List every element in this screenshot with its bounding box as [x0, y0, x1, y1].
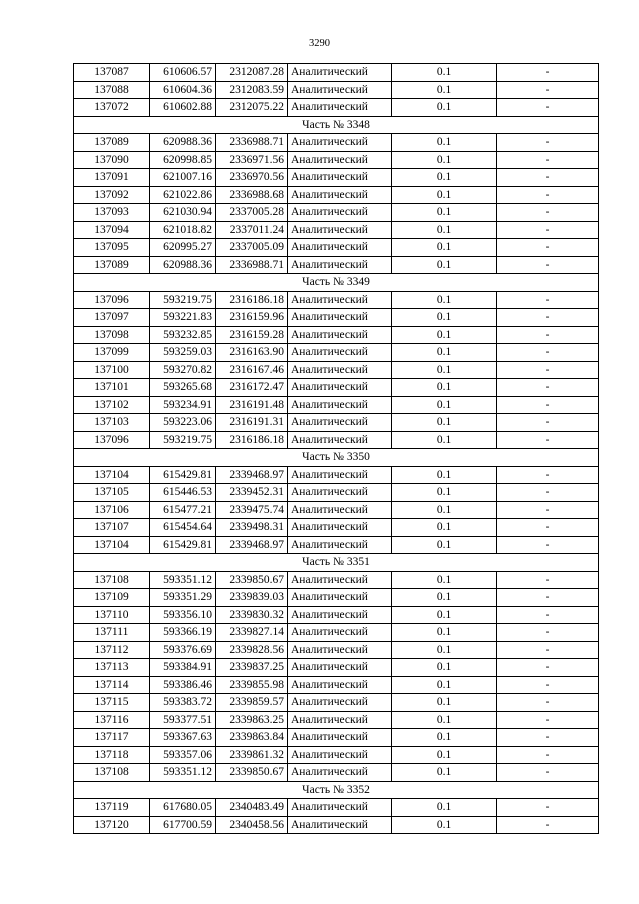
- method-cell: Аналитический: [288, 309, 392, 327]
- method-cell: Аналитический: [288, 239, 392, 257]
- x-coordinate-cell: 621022.86: [150, 186, 216, 204]
- y-coordinate-cell: 2316167.46: [216, 361, 288, 379]
- y-coordinate-cell: 2336988.71: [216, 256, 288, 274]
- x-coordinate-cell: 593259.03: [150, 344, 216, 362]
- point-id-cell: 137114: [74, 676, 150, 694]
- point-id-cell: 137105: [74, 484, 150, 502]
- point-id-cell: 137092: [74, 186, 150, 204]
- method-cell: Аналитический: [288, 379, 392, 397]
- y-coordinate-cell: 2336988.71: [216, 134, 288, 152]
- point-id-cell: 137097: [74, 309, 150, 327]
- section-title: Часть № 3348: [74, 116, 599, 134]
- note-cell: -: [497, 309, 599, 327]
- section-title: Часть № 3352: [74, 781, 599, 799]
- point-id-cell: 137093: [74, 204, 150, 222]
- point-id-cell: 137104: [74, 466, 150, 484]
- error-cell: 0.1: [392, 151, 497, 169]
- method-cell: Аналитический: [288, 256, 392, 274]
- y-coordinate-cell: 2312087.28: [216, 64, 288, 82]
- page-number: 3290: [309, 38, 330, 49]
- table-row: [74, 799, 599, 817]
- method-cell: Аналитический: [288, 711, 392, 729]
- table-row: [74, 99, 599, 117]
- table-row: [74, 326, 599, 344]
- method-cell: Аналитический: [288, 536, 392, 554]
- error-cell: 0.1: [392, 99, 497, 117]
- x-coordinate-cell: 615429.81: [150, 536, 216, 554]
- method-cell: Аналитический: [288, 291, 392, 309]
- section-header-row: [74, 274, 599, 292]
- x-coordinate-cell: 615454.64: [150, 519, 216, 537]
- table-row: [74, 396, 599, 414]
- y-coordinate-cell: 2339827.14: [216, 624, 288, 642]
- x-coordinate-cell: 621007.16: [150, 169, 216, 187]
- error-cell: 0.1: [392, 431, 497, 449]
- x-coordinate-cell: 593376.69: [150, 641, 216, 659]
- y-coordinate-cell: 2316191.48: [216, 396, 288, 414]
- error-cell: 0.1: [392, 204, 497, 222]
- table-row: [74, 589, 599, 607]
- note-cell: -: [497, 624, 599, 642]
- point-id-cell: 137094: [74, 221, 150, 239]
- section-title: Часть № 3349: [74, 274, 599, 292]
- x-coordinate-cell: 593356.10: [150, 606, 216, 624]
- error-cell: 0.1: [392, 309, 497, 327]
- note-cell: -: [497, 396, 599, 414]
- note-cell: -: [497, 151, 599, 169]
- method-cell: Аналитический: [288, 641, 392, 659]
- point-id-cell: 137108: [74, 764, 150, 782]
- point-id-cell: 137099: [74, 344, 150, 362]
- note-cell: -: [497, 676, 599, 694]
- point-id-cell: 137109: [74, 589, 150, 607]
- x-coordinate-cell: 593351.12: [150, 571, 216, 589]
- table-row: [74, 239, 599, 257]
- note-cell: -: [497, 729, 599, 747]
- table-row: [74, 134, 599, 152]
- y-coordinate-cell: 2316163.90: [216, 344, 288, 362]
- y-coordinate-cell: 2339863.25: [216, 711, 288, 729]
- note-cell: -: [497, 326, 599, 344]
- y-coordinate-cell: 2337005.28: [216, 204, 288, 222]
- note-cell: -: [497, 256, 599, 274]
- x-coordinate-cell: 593366.19: [150, 624, 216, 642]
- table-row: [74, 606, 599, 624]
- y-coordinate-cell: 2340458.56: [216, 816, 288, 834]
- point-id-cell: 137118: [74, 746, 150, 764]
- section-header-row: [74, 554, 599, 572]
- method-cell: Аналитический: [288, 344, 392, 362]
- table-row: [74, 414, 599, 432]
- table-row: [74, 659, 599, 677]
- table-row: [74, 484, 599, 502]
- table-row: [74, 256, 599, 274]
- x-coordinate-cell: 615477.21: [150, 501, 216, 519]
- x-coordinate-cell: 610604.36: [150, 81, 216, 99]
- table-row: [74, 64, 599, 82]
- table-row: [74, 291, 599, 309]
- method-cell: Аналитический: [288, 606, 392, 624]
- x-coordinate-cell: 610602.88: [150, 99, 216, 117]
- error-cell: 0.1: [392, 571, 497, 589]
- error-cell: 0.1: [392, 81, 497, 99]
- y-coordinate-cell: 2339468.97: [216, 466, 288, 484]
- error-cell: 0.1: [392, 134, 497, 152]
- error-cell: 0.1: [392, 326, 497, 344]
- point-id-cell: 137110: [74, 606, 150, 624]
- note-cell: -: [497, 81, 599, 99]
- table-row: [74, 309, 599, 327]
- x-coordinate-cell: 593383.72: [150, 694, 216, 712]
- table-row: [74, 571, 599, 589]
- note-cell: -: [497, 204, 599, 222]
- error-cell: 0.1: [392, 186, 497, 204]
- point-id-cell: 137087: [74, 64, 150, 82]
- method-cell: Аналитический: [288, 134, 392, 152]
- point-id-cell: 137115: [74, 694, 150, 712]
- point-id-cell: 137096: [74, 291, 150, 309]
- method-cell: Аналитический: [288, 501, 392, 519]
- x-coordinate-cell: 617700.59: [150, 816, 216, 834]
- note-cell: -: [497, 344, 599, 362]
- method-cell: Аналитический: [288, 484, 392, 502]
- note-cell: -: [497, 519, 599, 537]
- x-coordinate-cell: 593265.68: [150, 379, 216, 397]
- table-row: [74, 501, 599, 519]
- y-coordinate-cell: 2339855.98: [216, 676, 288, 694]
- error-cell: 0.1: [392, 64, 497, 82]
- method-cell: Аналитический: [288, 694, 392, 712]
- table-row: [74, 711, 599, 729]
- coordinates-table-body: [74, 64, 599, 834]
- note-cell: -: [497, 466, 599, 484]
- method-cell: Аналитический: [288, 764, 392, 782]
- table-row: [74, 186, 599, 204]
- note-cell: -: [497, 64, 599, 82]
- error-cell: 0.1: [392, 501, 497, 519]
- table-row: [74, 536, 599, 554]
- y-coordinate-cell: 2336970.56: [216, 169, 288, 187]
- y-coordinate-cell: 2337005.09: [216, 239, 288, 257]
- x-coordinate-cell: 593377.51: [150, 711, 216, 729]
- error-cell: 0.1: [392, 466, 497, 484]
- error-cell: 0.1: [392, 379, 497, 397]
- error-cell: 0.1: [392, 221, 497, 239]
- method-cell: Аналитический: [288, 519, 392, 537]
- error-cell: 0.1: [392, 676, 497, 694]
- note-cell: -: [497, 536, 599, 554]
- section-header-row: [74, 116, 599, 134]
- point-id-cell: 137090: [74, 151, 150, 169]
- note-cell: -: [497, 379, 599, 397]
- point-id-cell: 137119: [74, 799, 150, 817]
- method-cell: Аналитический: [288, 624, 392, 642]
- table-row: [74, 816, 599, 834]
- y-coordinate-cell: 2339452.31: [216, 484, 288, 502]
- y-coordinate-cell: 2339828.56: [216, 641, 288, 659]
- error-cell: 0.1: [392, 344, 497, 362]
- error-cell: 0.1: [392, 239, 497, 257]
- method-cell: Аналитический: [288, 571, 392, 589]
- error-cell: 0.1: [392, 641, 497, 659]
- y-coordinate-cell: 2316186.18: [216, 431, 288, 449]
- note-cell: -: [497, 431, 599, 449]
- section-header-row: [74, 781, 599, 799]
- y-coordinate-cell: 2339498.31: [216, 519, 288, 537]
- y-coordinate-cell: 2312075.22: [216, 99, 288, 117]
- method-cell: Аналитический: [288, 729, 392, 747]
- note-cell: -: [497, 711, 599, 729]
- y-coordinate-cell: 2316186.18: [216, 291, 288, 309]
- y-coordinate-cell: 2339850.67: [216, 764, 288, 782]
- y-coordinate-cell: 2312083.59: [216, 81, 288, 99]
- error-cell: 0.1: [392, 816, 497, 834]
- error-cell: 0.1: [392, 694, 497, 712]
- y-coordinate-cell: 2336971.56: [216, 151, 288, 169]
- note-cell: -: [497, 764, 599, 782]
- x-coordinate-cell: 593270.82: [150, 361, 216, 379]
- coordinates-table: [73, 63, 599, 834]
- method-cell: Аналитический: [288, 414, 392, 432]
- point-id-cell: 137072: [74, 99, 150, 117]
- point-id-cell: 137103: [74, 414, 150, 432]
- error-cell: 0.1: [392, 711, 497, 729]
- error-cell: 0.1: [392, 729, 497, 747]
- x-coordinate-cell: 620998.85: [150, 151, 216, 169]
- y-coordinate-cell: 2339839.03: [216, 589, 288, 607]
- method-cell: Аналитический: [288, 81, 392, 99]
- note-cell: -: [497, 134, 599, 152]
- point-id-cell: 137120: [74, 816, 150, 834]
- note-cell: -: [497, 414, 599, 432]
- x-coordinate-cell: 593234.91: [150, 396, 216, 414]
- note-cell: -: [497, 99, 599, 117]
- table-row: [74, 641, 599, 659]
- note-cell: -: [497, 589, 599, 607]
- note-cell: -: [497, 641, 599, 659]
- point-id-cell: 137106: [74, 501, 150, 519]
- method-cell: Аналитический: [288, 676, 392, 694]
- point-id-cell: 137101: [74, 379, 150, 397]
- method-cell: Аналитический: [288, 746, 392, 764]
- method-cell: Аналитический: [288, 589, 392, 607]
- note-cell: -: [497, 659, 599, 677]
- x-coordinate-cell: 593232.85: [150, 326, 216, 344]
- x-coordinate-cell: 620988.36: [150, 134, 216, 152]
- y-coordinate-cell: 2316172.47: [216, 379, 288, 397]
- error-cell: 0.1: [392, 396, 497, 414]
- point-id-cell: 137107: [74, 519, 150, 537]
- x-coordinate-cell: 593219.75: [150, 431, 216, 449]
- note-cell: -: [497, 239, 599, 257]
- x-coordinate-cell: 621030.94: [150, 204, 216, 222]
- x-coordinate-cell: 593384.91: [150, 659, 216, 677]
- note-cell: -: [497, 606, 599, 624]
- error-cell: 0.1: [392, 484, 497, 502]
- error-cell: 0.1: [392, 519, 497, 537]
- point-id-cell: 137111: [74, 624, 150, 642]
- y-coordinate-cell: 2316191.31: [216, 414, 288, 432]
- x-coordinate-cell: 617680.05: [150, 799, 216, 817]
- note-cell: -: [497, 746, 599, 764]
- x-coordinate-cell: 593351.12: [150, 764, 216, 782]
- method-cell: Аналитический: [288, 169, 392, 187]
- table-row: [74, 519, 599, 537]
- point-id-cell: 137104: [74, 536, 150, 554]
- method-cell: Аналитический: [288, 99, 392, 117]
- x-coordinate-cell: 593221.83: [150, 309, 216, 327]
- point-id-cell: 137102: [74, 396, 150, 414]
- error-cell: 0.1: [392, 256, 497, 274]
- point-id-cell: 137095: [74, 239, 150, 257]
- x-coordinate-cell: 615446.53: [150, 484, 216, 502]
- method-cell: Аналитический: [288, 221, 392, 239]
- table-row: [74, 624, 599, 642]
- point-id-cell: 137112: [74, 641, 150, 659]
- point-id-cell: 137117: [74, 729, 150, 747]
- y-coordinate-cell: 2316159.96: [216, 309, 288, 327]
- y-coordinate-cell: 2340483.49: [216, 799, 288, 817]
- section-title: Часть № 3350: [74, 449, 599, 467]
- x-coordinate-cell: 620988.36: [150, 256, 216, 274]
- y-coordinate-cell: 2339850.67: [216, 571, 288, 589]
- error-cell: 0.1: [392, 764, 497, 782]
- note-cell: -: [497, 694, 599, 712]
- note-cell: -: [497, 169, 599, 187]
- point-id-cell: 137116: [74, 711, 150, 729]
- note-cell: -: [497, 361, 599, 379]
- point-id-cell: 137089: [74, 256, 150, 274]
- method-cell: Аналитический: [288, 431, 392, 449]
- point-id-cell: 137096: [74, 431, 150, 449]
- point-id-cell: 137091: [74, 169, 150, 187]
- table-row: [74, 729, 599, 747]
- method-cell: Аналитический: [288, 186, 392, 204]
- error-cell: 0.1: [392, 746, 497, 764]
- table-row: [74, 344, 599, 362]
- note-cell: -: [497, 221, 599, 239]
- y-coordinate-cell: 2339863.84: [216, 729, 288, 747]
- point-id-cell: 137100: [74, 361, 150, 379]
- error-cell: 0.1: [392, 414, 497, 432]
- x-coordinate-cell: 593357.06: [150, 746, 216, 764]
- note-cell: -: [497, 816, 599, 834]
- x-coordinate-cell: 620995.27: [150, 239, 216, 257]
- error-cell: 0.1: [392, 659, 497, 677]
- table-row: [74, 379, 599, 397]
- error-cell: 0.1: [392, 799, 497, 817]
- y-coordinate-cell: 2339861.32: [216, 746, 288, 764]
- x-coordinate-cell: 593219.75: [150, 291, 216, 309]
- point-id-cell: 137089: [74, 134, 150, 152]
- method-cell: Аналитический: [288, 466, 392, 484]
- y-coordinate-cell: 2339859.57: [216, 694, 288, 712]
- table-row: [74, 151, 599, 169]
- note-cell: -: [497, 501, 599, 519]
- table-row: [74, 169, 599, 187]
- table-row: [74, 204, 599, 222]
- y-coordinate-cell: 2339837.25: [216, 659, 288, 677]
- method-cell: Аналитический: [288, 64, 392, 82]
- x-coordinate-cell: 593351.29: [150, 589, 216, 607]
- method-cell: Аналитический: [288, 151, 392, 169]
- table-row: [74, 81, 599, 99]
- table-row: [74, 764, 599, 782]
- error-cell: 0.1: [392, 589, 497, 607]
- y-coordinate-cell: 2339830.32: [216, 606, 288, 624]
- x-coordinate-cell: 593386.46: [150, 676, 216, 694]
- point-id-cell: 137088: [74, 81, 150, 99]
- method-cell: Аналитический: [288, 396, 392, 414]
- x-coordinate-cell: 593223.06: [150, 414, 216, 432]
- y-coordinate-cell: 2339475.74: [216, 501, 288, 519]
- table-row: [74, 676, 599, 694]
- method-cell: Аналитический: [288, 659, 392, 677]
- x-coordinate-cell: 621018.82: [150, 221, 216, 239]
- y-coordinate-cell: 2339468.97: [216, 536, 288, 554]
- x-coordinate-cell: 593367.63: [150, 729, 216, 747]
- error-cell: 0.1: [392, 169, 497, 187]
- table-row: [74, 694, 599, 712]
- table-row: [74, 466, 599, 484]
- error-cell: 0.1: [392, 624, 497, 642]
- note-cell: -: [497, 799, 599, 817]
- method-cell: Аналитический: [288, 799, 392, 817]
- section-header-row: [74, 449, 599, 467]
- x-coordinate-cell: 610606.57: [150, 64, 216, 82]
- method-cell: Аналитический: [288, 326, 392, 344]
- note-cell: -: [497, 291, 599, 309]
- note-cell: -: [497, 484, 599, 502]
- error-cell: 0.1: [392, 536, 497, 554]
- table-row: [74, 746, 599, 764]
- error-cell: 0.1: [392, 361, 497, 379]
- y-coordinate-cell: 2337011.24: [216, 221, 288, 239]
- point-id-cell: 137113: [74, 659, 150, 677]
- method-cell: Аналитический: [288, 816, 392, 834]
- error-cell: 0.1: [392, 606, 497, 624]
- table-row: [74, 431, 599, 449]
- table-row: [74, 221, 599, 239]
- section-title: Часть № 3351: [74, 554, 599, 572]
- y-coordinate-cell: 2316159.28: [216, 326, 288, 344]
- error-cell: 0.1: [392, 291, 497, 309]
- point-id-cell: 137098: [74, 326, 150, 344]
- method-cell: Аналитический: [288, 204, 392, 222]
- table-row: [74, 361, 599, 379]
- note-cell: -: [497, 186, 599, 204]
- method-cell: Аналитический: [288, 361, 392, 379]
- point-id-cell: 137108: [74, 571, 150, 589]
- y-coordinate-cell: 2336988.68: [216, 186, 288, 204]
- x-coordinate-cell: 615429.81: [150, 466, 216, 484]
- note-cell: -: [497, 571, 599, 589]
